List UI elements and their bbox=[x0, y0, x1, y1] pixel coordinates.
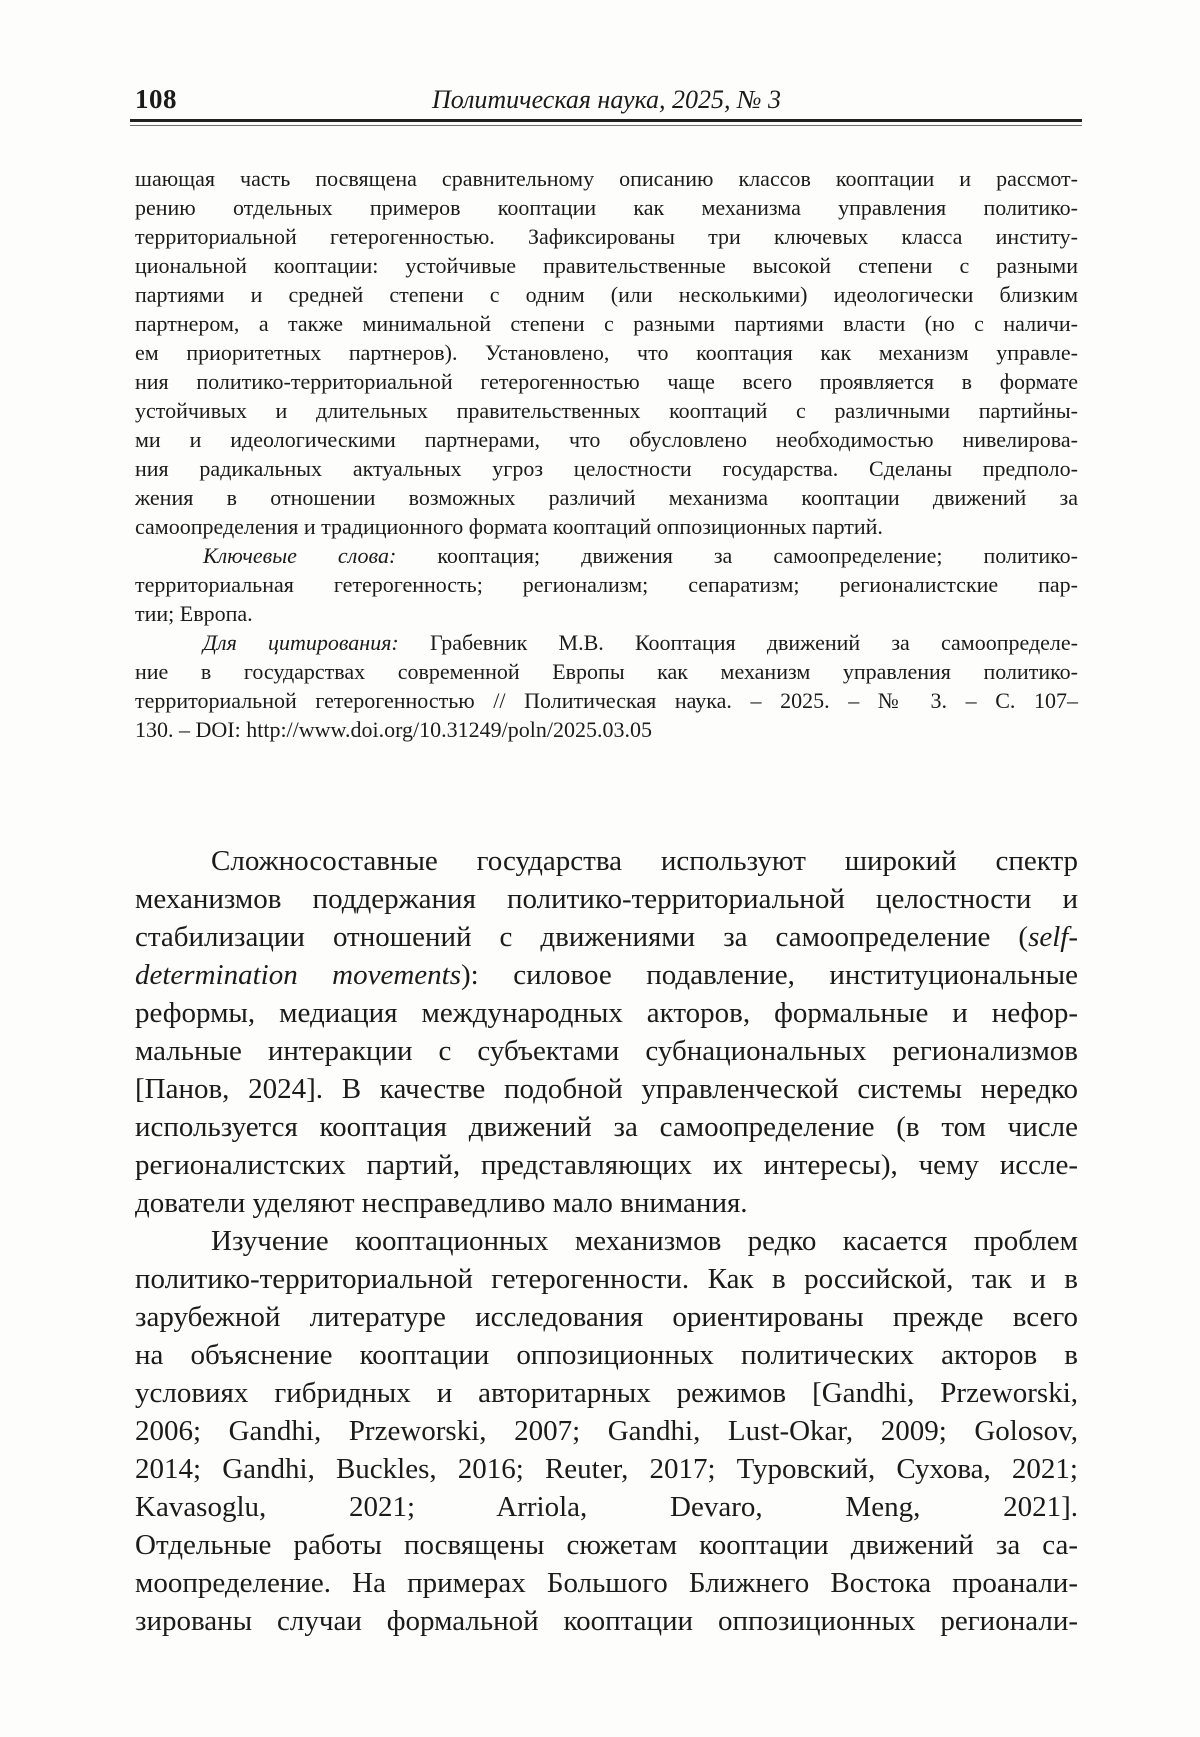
text-line bbox=[135, 994, 1078, 1032]
text-line bbox=[135, 1526, 1078, 1564]
text-segment: кооптация; движения за самоопределение; политико- bbox=[396, 543, 1079, 568]
page-number: 108 bbox=[135, 84, 177, 114]
text-line bbox=[135, 880, 1078, 918]
text-line bbox=[135, 338, 1078, 367]
text-segment: 2014; Gandhi, Buckles, 2016; Reuter, 2017; Туровский, Сухова, 2021; bbox=[135, 1453, 1078, 1485]
text-segment: ми и идеологическими партнерами, что обусловлено необходимостью нивелирова- bbox=[135, 427, 1078, 452]
text-segment: стабилизации отношений с движениями за самоопределение ( bbox=[135, 921, 1029, 953]
text-segment: условиях гибридных и авторитарных режимов [Gandhi, Przeworski, bbox=[135, 1377, 1078, 1409]
text-segment: Отдельные работы посвящены сюжетам кооптации движений за са- bbox=[135, 1529, 1078, 1561]
text-segment: жения в отношении возможных различий механизма кооптации движений за bbox=[135, 485, 1078, 510]
text-segment: политико-территориальной гетерогенности. Как в российской, так и в bbox=[135, 1263, 1078, 1295]
text-segment: моопределение. На примерах Большого Ближнего Востока проанали- bbox=[135, 1567, 1078, 1599]
text-segment: Изучение кооптационных механизмов редко касается проблем bbox=[211, 1225, 1078, 1257]
text-line bbox=[135, 1260, 1078, 1298]
italic-text-segment: Для цитирования: bbox=[203, 630, 399, 655]
text-line bbox=[135, 657, 1078, 686]
text-line bbox=[135, 686, 1078, 715]
text-segment: партнером, а также минимальной степени с разными партиями власти (но с наличи- bbox=[135, 311, 1078, 336]
text-line bbox=[135, 1184, 1078, 1222]
text-segment: Сложносоставные государства используют широкий спектр bbox=[211, 845, 1078, 877]
text-segment: мальные интеракции с субъектами субнациональных регионализмов bbox=[135, 1035, 1078, 1067]
text-segment: дователи уделяют несправедливо мало внимания. bbox=[135, 1187, 748, 1219]
text-line bbox=[135, 1564, 1078, 1602]
text-segment: циональной кооптации: устойчивые правительственные высокой степени с разными bbox=[135, 253, 1078, 278]
text-line bbox=[135, 1146, 1078, 1184]
text-line bbox=[135, 1032, 1078, 1070]
italic-text-segment: self- bbox=[1028, 921, 1078, 953]
text-segment: Грабевник М.В. Кооптация движений за самоопределе- bbox=[398, 630, 1078, 655]
text-segment: ния радикальных актуальных угроз целостности государства. Сделаны предполо- bbox=[135, 456, 1078, 481]
text-line bbox=[135, 570, 1078, 599]
text-line bbox=[135, 280, 1078, 309]
text-line bbox=[135, 1298, 1078, 1336]
text-line bbox=[135, 1374, 1078, 1412]
text-line bbox=[135, 628, 1078, 657]
text-segment: зированы случаи формальной кооптации оппозиционных регионали- bbox=[135, 1605, 1078, 1637]
text-segment: Kavasoglu, 2021; Arriola, Devaro, Meng, 2021]. bbox=[135, 1491, 1078, 1523]
text-line bbox=[135, 1488, 1078, 1526]
text-line bbox=[135, 251, 1078, 280]
text-line bbox=[135, 918, 1078, 956]
text-segment: ): силовое подавление, институциональные bbox=[461, 959, 1078, 991]
text-line bbox=[135, 1336, 1078, 1374]
text-line bbox=[135, 396, 1078, 425]
text-line bbox=[135, 164, 1078, 193]
italic-text-segment: Ключевые слова: bbox=[203, 543, 397, 568]
journal-title: Политическая наука, 2025, № 3 bbox=[431, 85, 782, 114]
text-segment: ем приоритетных партнеров). Установлено, что кооптация как механизм управле- bbox=[135, 340, 1078, 365]
text-segment: механизмов поддержания политико-территориальной целостности и bbox=[135, 883, 1078, 915]
text-line bbox=[135, 367, 1078, 396]
text-segment: 130. – DOI: http://www.doi.org/10.31249/poln/2025.03.05 bbox=[135, 717, 652, 742]
text-segment: тии; Европа. bbox=[135, 601, 253, 626]
header-rule bbox=[130, 119, 1082, 126]
text-segment: партиями и средней степени с одним (или несколькими) идеологически близким bbox=[135, 282, 1078, 307]
text-segment: на объяснение кооптации оппозиционных политических акторов в bbox=[135, 1339, 1078, 1371]
text-segment: рению отдельных примеров кооптации как механизма управления политико- bbox=[135, 195, 1078, 220]
italic-text-segment: determination movements bbox=[135, 959, 462, 991]
text-segment: [Панов, 2024]. В качестве подобной управленческой системы нередко bbox=[135, 1073, 1078, 1105]
text-line bbox=[135, 715, 1078, 744]
text-segment: 2006; Gandhi, Przeworski, 2007; Gandhi, Lust-Okar, 2009; Golosov, bbox=[135, 1415, 1078, 1447]
text-segment: зарубежной литературе исследования ориентированы прежде всего bbox=[135, 1301, 1078, 1333]
text-segment: территориальной гетерогенностью // Политическая наука. – 2025. – № 3. – С. 107– bbox=[135, 688, 1078, 713]
text-line bbox=[135, 599, 1078, 628]
text-line bbox=[135, 309, 1078, 338]
text-line bbox=[135, 454, 1078, 483]
text-segment: реформы, медиация международных акторов, формальные и нефор- bbox=[135, 997, 1078, 1029]
text-segment: устойчивых и длительных правительственных кооптаций с различными партийны- bbox=[135, 398, 1078, 423]
text-line bbox=[135, 1602, 1078, 1640]
text-line bbox=[135, 1108, 1078, 1146]
text-line bbox=[135, 1222, 1078, 1260]
text-line bbox=[135, 842, 1078, 880]
text-line bbox=[135, 1412, 1078, 1450]
text-segment: используется кооптация движений за самоопределение (в том числе bbox=[135, 1111, 1078, 1143]
text-segment: территориальной гетерогенностью. Зафиксированы три ключевых класса институ- bbox=[135, 224, 1078, 249]
text-line bbox=[135, 193, 1078, 222]
text-segment: шающая часть посвящена сравнительному описанию классов кооптации и рассмот- bbox=[135, 166, 1078, 191]
text-line bbox=[135, 425, 1078, 454]
text-line bbox=[135, 483, 1078, 512]
text-segment: регионалистских партий, представляющих их интересы), чему иссле- bbox=[135, 1149, 1078, 1181]
text-line bbox=[135, 1070, 1078, 1108]
main-text-block bbox=[135, 842, 1078, 1640]
text-line bbox=[135, 1450, 1078, 1488]
text-line bbox=[135, 512, 1078, 541]
annotation-block bbox=[135, 164, 1078, 744]
text-segment: ния политико-территориальной гетерогенностью чаще всего проявляется в формате bbox=[135, 369, 1078, 394]
text-segment: ние в государствах современной Европы как механизм управления политико- bbox=[135, 659, 1078, 684]
text-line bbox=[135, 956, 1078, 994]
text-segment: территориальная гетерогенность; регионализм; сепаратизм; регионалистские пар- bbox=[135, 572, 1078, 597]
text-segment: самоопределения и традиционного формата кооптаций оппозиционных партий. bbox=[135, 514, 883, 539]
text-line bbox=[135, 541, 1078, 570]
text-line bbox=[135, 222, 1078, 251]
